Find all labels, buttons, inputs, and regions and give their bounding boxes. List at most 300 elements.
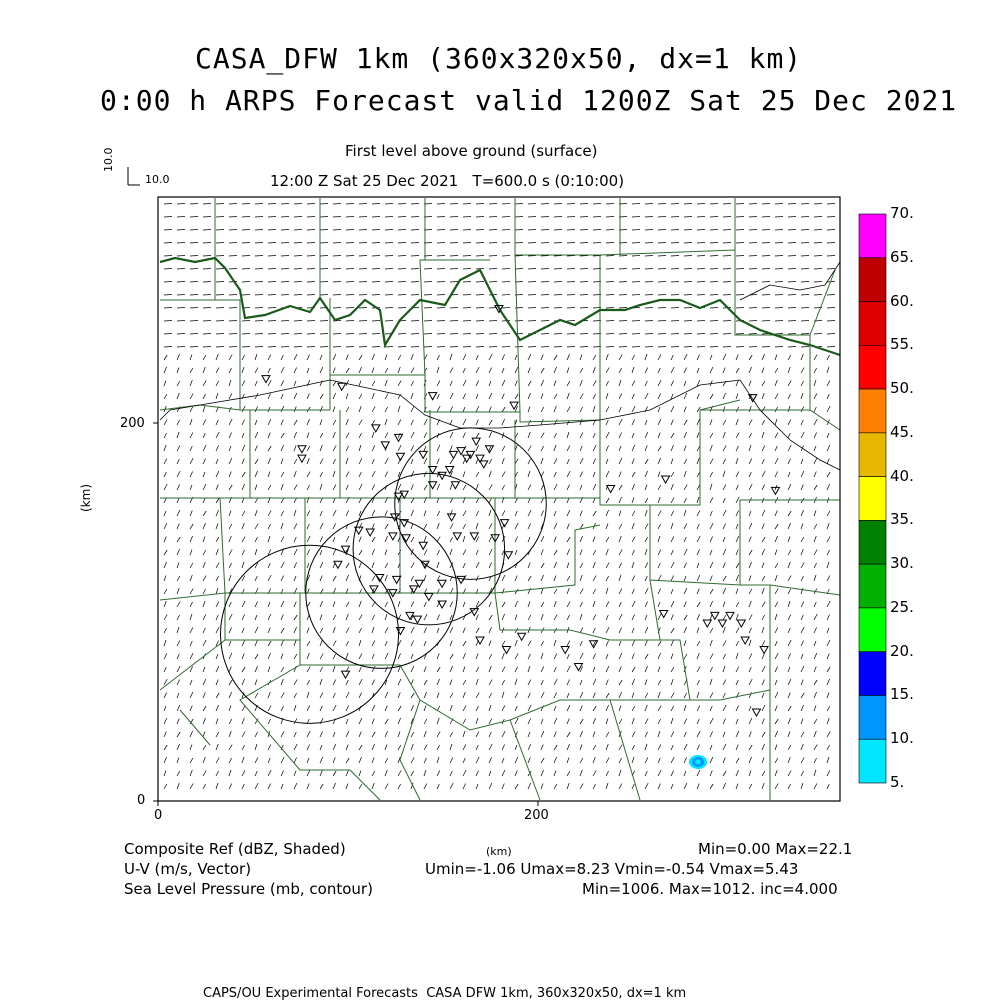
wind-vector [580, 706, 582, 712]
wind-vector [372, 680, 375, 686]
wind-vector [203, 757, 205, 763]
station-marker [607, 485, 615, 492]
wind-vector [216, 230, 224, 231]
wind-vector [359, 679, 362, 685]
wind-vector [749, 745, 752, 750]
wind-vector [242, 732, 245, 738]
wind-vector [463, 334, 471, 335]
wind-vector [203, 472, 205, 477]
wind-vector [203, 732, 205, 738]
wind-vector [658, 524, 661, 529]
wind-vector [710, 472, 713, 477]
wind-vector [190, 485, 192, 490]
wind-vector [255, 282, 263, 283]
wind-vector [229, 347, 237, 348]
wind-vector [333, 732, 335, 737]
wind-vector [671, 667, 674, 672]
wind-vector [385, 472, 388, 478]
wind-vector [307, 653, 309, 659]
ref-label: Composite Ref (dBZ, Shaded) [124, 840, 346, 858]
wind-vector [788, 269, 796, 270]
wind-vector [359, 757, 362, 763]
wind-vector [476, 295, 484, 296]
wind-vector [489, 693, 492, 698]
wind-vector [463, 217, 471, 218]
wind-vector [359, 334, 367, 335]
wind-vector [385, 204, 393, 205]
wind-vector [619, 628, 622, 634]
wind-vector [203, 484, 206, 490]
wind-vector [359, 230, 367, 231]
wind-vector [229, 511, 231, 517]
wind-vector [177, 393, 179, 399]
wind-vector [827, 321, 835, 322]
wind-vector [450, 347, 458, 348]
wind-vector [203, 256, 211, 257]
wind-vector [528, 432, 530, 438]
wind-vector [801, 588, 803, 594]
wind-vector [801, 693, 804, 698]
wind-vector [541, 770, 544, 776]
wind-vector [229, 230, 237, 231]
wind-vector [450, 381, 452, 386]
wind-vector [242, 230, 250, 231]
wind-vector [749, 381, 751, 387]
wind-vector [580, 485, 582, 490]
wind-vector [827, 367, 829, 373]
wind-vector [411, 576, 414, 581]
wind-vector [281, 771, 284, 777]
wind-vector [450, 666, 453, 672]
wind-vector [359, 295, 367, 296]
wind-vector [827, 308, 835, 309]
wind-vector [320, 679, 322, 685]
wind-vector [229, 334, 237, 335]
wind-vector [437, 204, 445, 205]
wind-vector [606, 576, 609, 581]
wind-vector [801, 256, 809, 257]
wind-vector [684, 217, 692, 218]
wind-vector [671, 537, 674, 543]
wind-vector [203, 601, 205, 607]
wind-vector [502, 308, 510, 309]
wind-vector [450, 680, 452, 686]
wind-vector [164, 732, 166, 738]
wind-vector [476, 706, 479, 711]
wind-vector [762, 666, 765, 672]
wind-vector [554, 484, 557, 490]
wind-vector [437, 784, 439, 789]
wind-vector [671, 420, 673, 426]
wind-vector [281, 445, 284, 451]
wind-vector [203, 537, 205, 543]
wind-vector [307, 511, 310, 517]
wind-vector [593, 537, 595, 543]
wind-vector [385, 511, 387, 517]
wind-vector [528, 269, 536, 270]
wind-vector [827, 771, 830, 777]
wind-vector [554, 615, 557, 621]
wind-vector [489, 485, 492, 491]
wind-vector [333, 354, 336, 360]
wind-vector [684, 459, 687, 464]
station-marker [372, 425, 380, 432]
wind-vector [788, 484, 791, 490]
wind-vector [554, 269, 562, 270]
wind-vector [190, 575, 192, 581]
wind-vector [775, 321, 783, 322]
wind-vector [723, 256, 731, 257]
wind-vector [801, 537, 804, 542]
wind-vector [710, 282, 718, 283]
wind-vector [476, 693, 479, 699]
wind-vector [177, 243, 185, 244]
wind-vector [580, 217, 588, 218]
wind-vector [749, 771, 751, 777]
wind-vector [775, 784, 778, 790]
wind-vector [684, 602, 686, 608]
wind-vector [242, 472, 245, 477]
wind-vector [424, 524, 427, 529]
wind-vector [190, 308, 198, 309]
wind-vector [788, 706, 791, 711]
wind-vector [255, 693, 258, 698]
wind-vector [320, 706, 322, 711]
wind-vector [723, 654, 726, 659]
wind-vector [164, 334, 172, 335]
wind-vector [567, 368, 569, 374]
wind-vector [346, 758, 349, 763]
wind-vector [437, 367, 439, 373]
wind-vector [346, 419, 348, 425]
wind-vector [242, 667, 245, 672]
wind-vector [528, 368, 530, 374]
wind-vector [580, 380, 582, 386]
wind-vector [372, 563, 374, 569]
wind-vector [294, 563, 297, 569]
wind-vector [710, 679, 712, 685]
wind-vector [632, 550, 635, 555]
colorbar-swatch [859, 433, 886, 477]
wind-vector [476, 484, 478, 490]
wind-vector [424, 692, 427, 698]
wind-vector [749, 282, 757, 283]
wind-vector [554, 745, 557, 750]
wind-vector [710, 640, 712, 646]
wind-vector [346, 334, 354, 335]
wind-vector [801, 407, 804, 413]
wind-vector [398, 406, 400, 412]
wind-vector [541, 407, 544, 412]
wind-vector [450, 243, 458, 244]
wind-vector [580, 269, 588, 270]
wind-vector [528, 347, 536, 348]
wind-vector [593, 433, 595, 438]
wind-vector [177, 446, 180, 452]
wind-vector [632, 523, 634, 529]
wind-vector [788, 406, 790, 412]
wind-vector [580, 446, 582, 451]
wind-vector [463, 667, 465, 673]
wind-vector [775, 433, 778, 439]
station-markers [262, 306, 779, 716]
wind-vector [606, 654, 608, 659]
wind-vector [385, 692, 388, 698]
wind-vector [554, 433, 557, 438]
wind-vector [736, 719, 738, 724]
wind-vector [281, 679, 283, 685]
wind-vector [801, 576, 804, 581]
wind-vector [697, 770, 700, 776]
wind-vector [203, 706, 206, 711]
wind-vector [788, 433, 790, 438]
wind-vector [697, 355, 700, 361]
wind-vector [632, 406, 635, 412]
wind-vector [723, 243, 731, 244]
wind-vector [827, 706, 830, 711]
wind-vector [528, 243, 536, 244]
wind-vector [671, 498, 674, 504]
wind-vector [554, 204, 562, 205]
wind-vector [710, 295, 718, 296]
wind-vector [684, 641, 686, 647]
wind-vector [242, 381, 245, 387]
wind-vector [164, 589, 167, 594]
wind-vector [359, 243, 367, 244]
wind-vector [216, 666, 219, 672]
wind-vector [762, 347, 770, 348]
wind-vector [294, 407, 296, 413]
wind-vector [801, 217, 809, 218]
wind-vector [515, 367, 518, 373]
wind-vector [593, 628, 595, 633]
wind-vector [658, 745, 661, 751]
wind-vector [515, 784, 518, 789]
wind-vector [294, 615, 297, 620]
station-marker [753, 709, 761, 716]
wind-vector [697, 692, 699, 698]
wind-vector [385, 614, 387, 620]
wind-vector [164, 718, 167, 724]
wind-vector [827, 217, 835, 218]
wind-vector [684, 498, 687, 503]
wind-vector [762, 446, 765, 452]
wind-vector [164, 269, 172, 270]
wind-vector [307, 355, 310, 361]
wind-vector [814, 295, 822, 296]
wind-vector [801, 295, 809, 296]
wind-vector [580, 719, 583, 724]
wind-vector [385, 784, 388, 790]
radar-range-ring [353, 473, 505, 625]
wind-vector [255, 321, 263, 322]
wind-vector [359, 321, 367, 322]
wind-vector [671, 355, 673, 360]
wind-vector [359, 537, 361, 543]
wind-vector [736, 217, 744, 218]
wind-vector [684, 471, 686, 477]
wind-vector [502, 731, 505, 737]
wind-vector [216, 758, 219, 764]
wind-vector [450, 654, 453, 659]
wind-vector [684, 407, 686, 413]
wind-vector [320, 523, 323, 529]
wind-vector [411, 498, 414, 503]
wind-vector [723, 588, 726, 594]
wind-vector [424, 719, 427, 724]
wind-vector [463, 282, 471, 283]
wind-vector [294, 393, 297, 399]
wind-vector [203, 771, 206, 777]
wind-vector [372, 485, 375, 491]
wind-vector [294, 471, 296, 477]
wind-vector [463, 745, 466, 751]
wind-vector [268, 485, 271, 490]
wind-vector [242, 640, 245, 646]
wind-vector [255, 615, 257, 620]
station-marker [718, 620, 726, 627]
wind-label: U-V (m/s, Vector) [124, 860, 252, 878]
wind-vector [424, 485, 427, 490]
wind-vector [229, 321, 237, 322]
wind-vector [385, 295, 393, 296]
wind-vector [320, 576, 322, 582]
wind-vector [229, 407, 231, 412]
wind-vector [307, 485, 310, 490]
wind-vector [190, 204, 198, 205]
wind-vector [541, 614, 543, 620]
wind-vector [606, 230, 614, 231]
wind-vector [177, 537, 180, 542]
wind-vector [801, 368, 804, 374]
wind-vector [710, 511, 712, 516]
colorbar-swatch [859, 695, 886, 739]
wind-vector [294, 230, 302, 231]
wind-vector [697, 295, 705, 296]
wind-vector [645, 693, 648, 698]
wind-vector [788, 615, 791, 621]
colorbar-swatch [859, 564, 886, 608]
wind-vector [775, 334, 783, 335]
wind-vector [723, 432, 725, 438]
wind-vector [437, 732, 440, 738]
wind-vector [515, 576, 517, 582]
wind-vector [268, 204, 276, 205]
wind-vector [177, 563, 179, 569]
wind-vector [216, 576, 219, 581]
wind-vector [827, 601, 830, 607]
station-marker [453, 533, 461, 540]
wind-vector [411, 641, 414, 647]
wind-vector [528, 680, 531, 686]
wind-vector [502, 575, 505, 581]
wind-vector [190, 295, 198, 296]
wind-vector [476, 732, 479, 738]
wind-vector [541, 204, 549, 205]
wind-vector [710, 230, 718, 231]
wind-vector [307, 758, 309, 763]
wind-vector [554, 640, 556, 646]
wind-vector [385, 394, 388, 400]
wind-vector [788, 784, 791, 789]
wind-vector [255, 485, 257, 491]
wind-vector [515, 706, 517, 711]
wind-vector [632, 347, 640, 348]
wind-vector [632, 784, 634, 789]
wind-vector [645, 588, 648, 594]
axis-ticks [153, 423, 538, 806]
wind-vector [463, 368, 465, 373]
wind-vector [762, 654, 764, 659]
wind-vector [528, 446, 531, 452]
wind-vector [424, 680, 427, 685]
wind-vector [320, 445, 322, 451]
wind-vector [736, 614, 738, 620]
wind-vector [346, 680, 348, 685]
wind-vector [593, 576, 596, 582]
wind-vector [749, 732, 751, 738]
wind-vector [281, 601, 284, 607]
wind-vector [385, 706, 387, 712]
wind-vector [268, 217, 276, 218]
wind-vector [229, 485, 232, 490]
wind-vector [333, 432, 335, 438]
wind-vector [697, 419, 700, 425]
wind-vector [814, 667, 816, 673]
colorbar-swatch [859, 389, 886, 433]
wind-vector [801, 230, 809, 231]
wind-vector [814, 614, 817, 620]
wind-vector [645, 420, 647, 425]
wind-vector [450, 732, 453, 737]
wind-vector [177, 354, 180, 360]
wind-vector [359, 406, 361, 412]
wind-vector [489, 758, 492, 764]
wind-vector [606, 549, 608, 555]
wind-vector [632, 667, 635, 672]
wind-vector [320, 757, 323, 763]
wind-vector [359, 282, 367, 283]
wind-vector [372, 432, 374, 438]
wind-vector [203, 459, 206, 465]
wind-vector [268, 719, 271, 724]
wind-vector [268, 446, 271, 451]
wind-vector [697, 563, 699, 568]
wind-vector [619, 653, 622, 659]
wind-stats: Umin=-1.06 Umax=8.23 Vmin=-0.54 Vmax=5.43 [425, 860, 799, 878]
wind-vector [775, 204, 783, 205]
wind-vector [645, 269, 653, 270]
wind-vector [632, 745, 635, 750]
wind-vector [164, 394, 167, 399]
wind-vector [203, 355, 206, 360]
wind-vector [294, 269, 302, 270]
wind-vector [723, 783, 726, 789]
wind-vector [632, 295, 640, 296]
wind-vector [580, 758, 583, 763]
wind-vector [320, 256, 328, 257]
wind-vector [242, 706, 245, 711]
wind-vector [385, 217, 393, 218]
wind-vector [723, 295, 731, 296]
wind-vector [216, 393, 218, 399]
wind-vector [658, 602, 660, 607]
wind-vector [398, 420, 401, 426]
wind-vector [359, 523, 362, 529]
wind-vector [411, 446, 414, 452]
wind-vector [229, 770, 231, 776]
wind-vector [801, 602, 804, 608]
